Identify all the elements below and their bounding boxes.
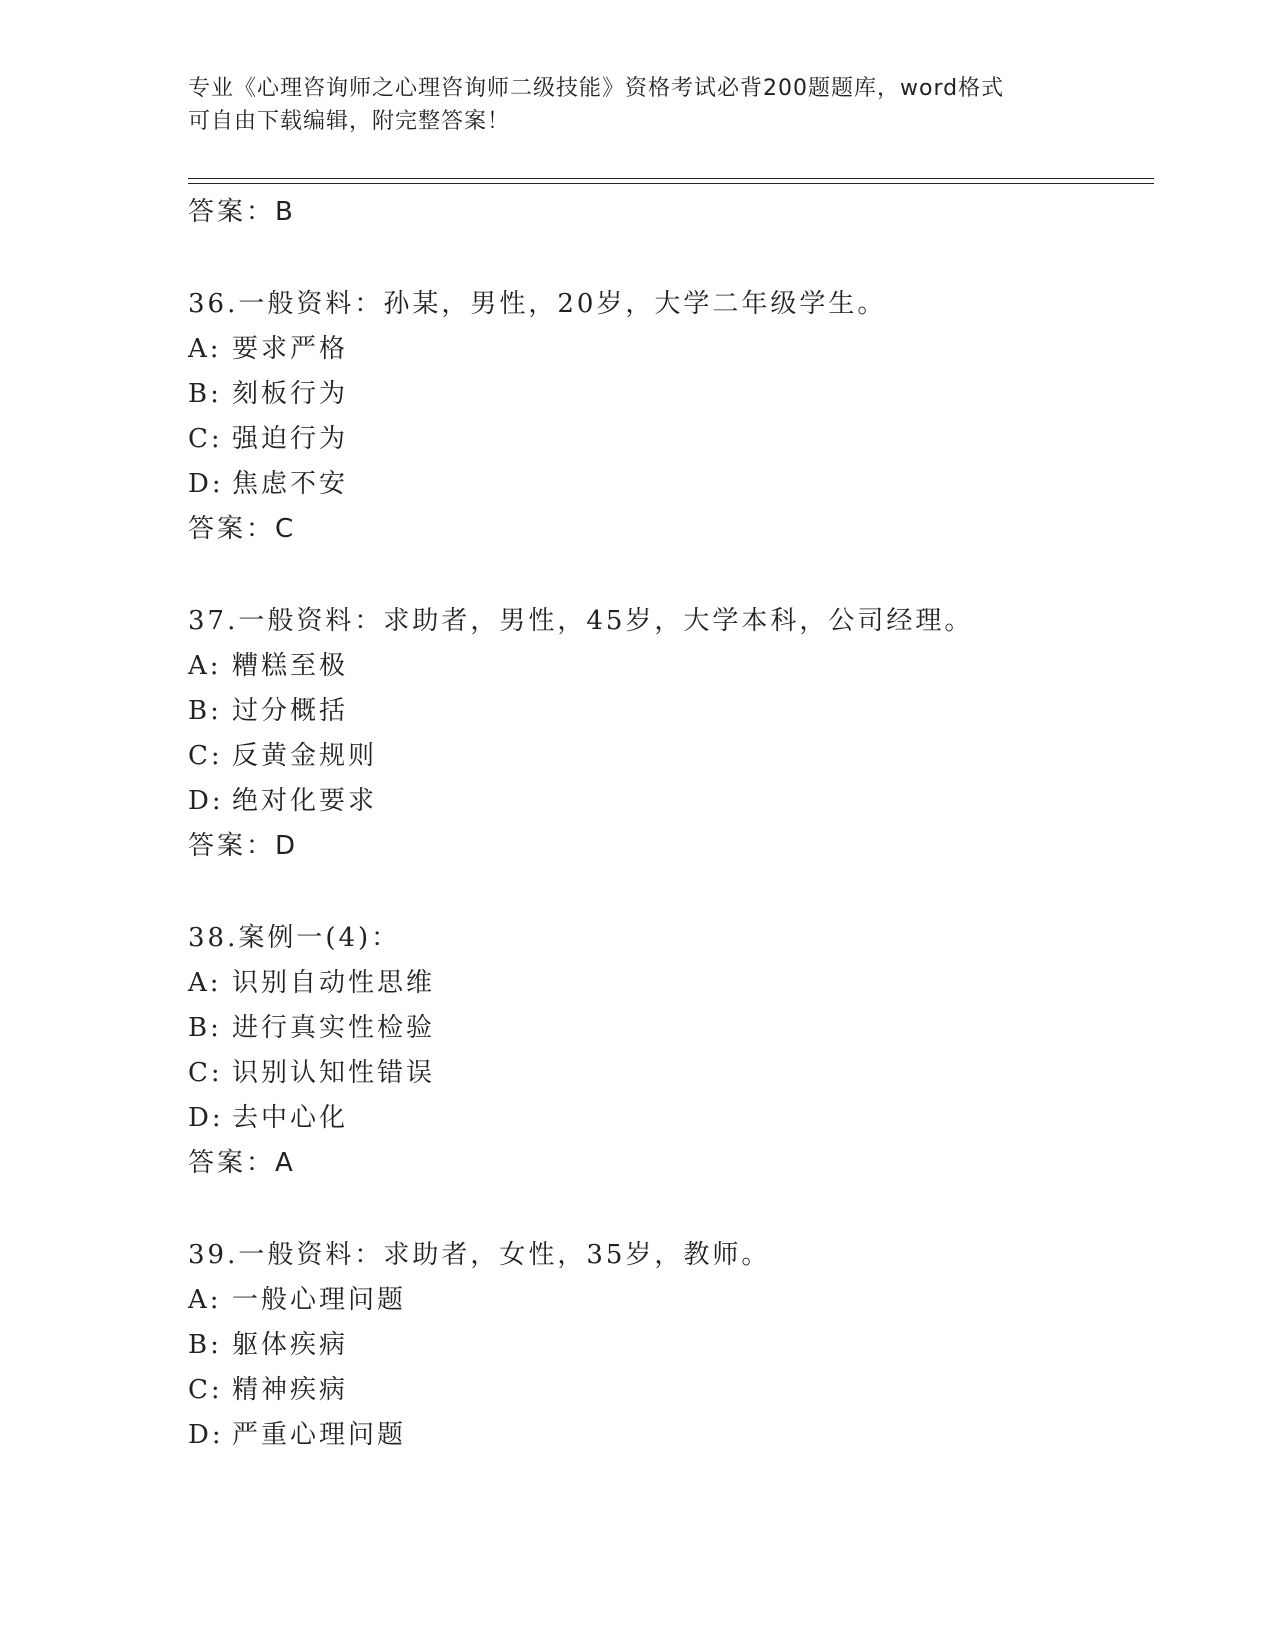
question-block [188, 599, 1148, 869]
question-block [188, 916, 1148, 1186]
spacer [188, 1186, 1148, 1233]
option-letter: B: [188, 1330, 222, 1360]
spacer [188, 552, 1148, 599]
header-line-2: 可自由下载编辑，附完整答案！ [188, 109, 511, 134]
option-b [188, 689, 1148, 734]
option-text: 绝对化要求 [232, 786, 378, 816]
question-stem: 37.一般资料：求助者，男性，45岁，大学本科，公司经理。 [188, 606, 974, 636]
option-letter: A: [188, 968, 222, 998]
option-text: 严重心理问题 [232, 1420, 407, 1450]
option-letter: D: [188, 469, 224, 499]
question-block [188, 1233, 1148, 1458]
option-text: 反黄金规则 [232, 741, 378, 771]
option-letter: D: [188, 1420, 224, 1450]
header-rule-bottom [188, 183, 1154, 184]
option-text: 刻板行为 [232, 379, 349, 409]
option-b [188, 1006, 1148, 1051]
option-d [188, 462, 1148, 507]
option-b [188, 1323, 1148, 1368]
option-b [188, 372, 1148, 417]
option-text: 糟糕至极 [232, 651, 349, 681]
option-d [188, 1413, 1148, 1458]
option-text: 强迫行为 [232, 424, 349, 454]
spacer [188, 869, 1148, 916]
option-letter: B: [188, 379, 222, 409]
document-header [188, 72, 1068, 138]
option-letter: B: [188, 1013, 222, 1043]
option-letter: D: [188, 1103, 224, 1133]
option-text: 识别自动性思维 [232, 968, 436, 998]
answer-line: 答案：B [188, 197, 296, 227]
option-c [188, 1368, 1148, 1413]
option-letter: C: [188, 1058, 223, 1088]
option-a [188, 1278, 1148, 1323]
option-d [188, 1096, 1148, 1141]
option-c [188, 417, 1148, 462]
question-block [188, 282, 1148, 552]
question-stem: 38.案例一(4)： [188, 923, 401, 953]
header-line-1: 专业《心理咨询师之心理咨询师二级技能》资格考试必背200题题库，word格式 [188, 76, 1005, 101]
answer-line: 答案：D [188, 831, 299, 861]
spacer [188, 235, 1148, 282]
option-text: 躯体疾病 [232, 1330, 349, 1360]
option-text: 识别认知性错误 [232, 1058, 436, 1088]
answer-line: 答案：A [188, 1148, 296, 1178]
option-letter: D: [188, 786, 224, 816]
option-a [188, 961, 1148, 1006]
option-c [188, 734, 1148, 779]
option-text: 精神疾病 [232, 1375, 349, 1405]
option-text: 过分概括 [232, 696, 349, 726]
option-letter: A: [188, 1285, 222, 1315]
option-letter: A: [188, 334, 222, 364]
question-list [188, 190, 1148, 1458]
option-a [188, 644, 1148, 689]
option-d [188, 779, 1148, 824]
header-rule-top [188, 178, 1154, 179]
option-text: 焦虑不安 [232, 469, 349, 499]
option-text: 要求严格 [232, 334, 349, 364]
option-c [188, 1051, 1148, 1096]
question-stem: 39.一般资料：求助者，女性，35岁，教师。 [188, 1240, 771, 1270]
option-letter: A: [188, 651, 222, 681]
answer-line: 答案：C [188, 514, 297, 544]
option-letter: C: [188, 741, 223, 771]
option-text: 进行真实性检验 [232, 1013, 436, 1043]
option-text: 去中心化 [232, 1103, 349, 1133]
option-letter: C: [188, 1375, 223, 1405]
option-letter: C: [188, 424, 223, 454]
question-stem: 36.一般资料：孙某，男性，20岁，大学二年级学生。 [188, 289, 887, 319]
option-letter: B: [188, 696, 222, 726]
option-text: 一般心理问题 [232, 1285, 407, 1315]
option-a [188, 327, 1148, 372]
